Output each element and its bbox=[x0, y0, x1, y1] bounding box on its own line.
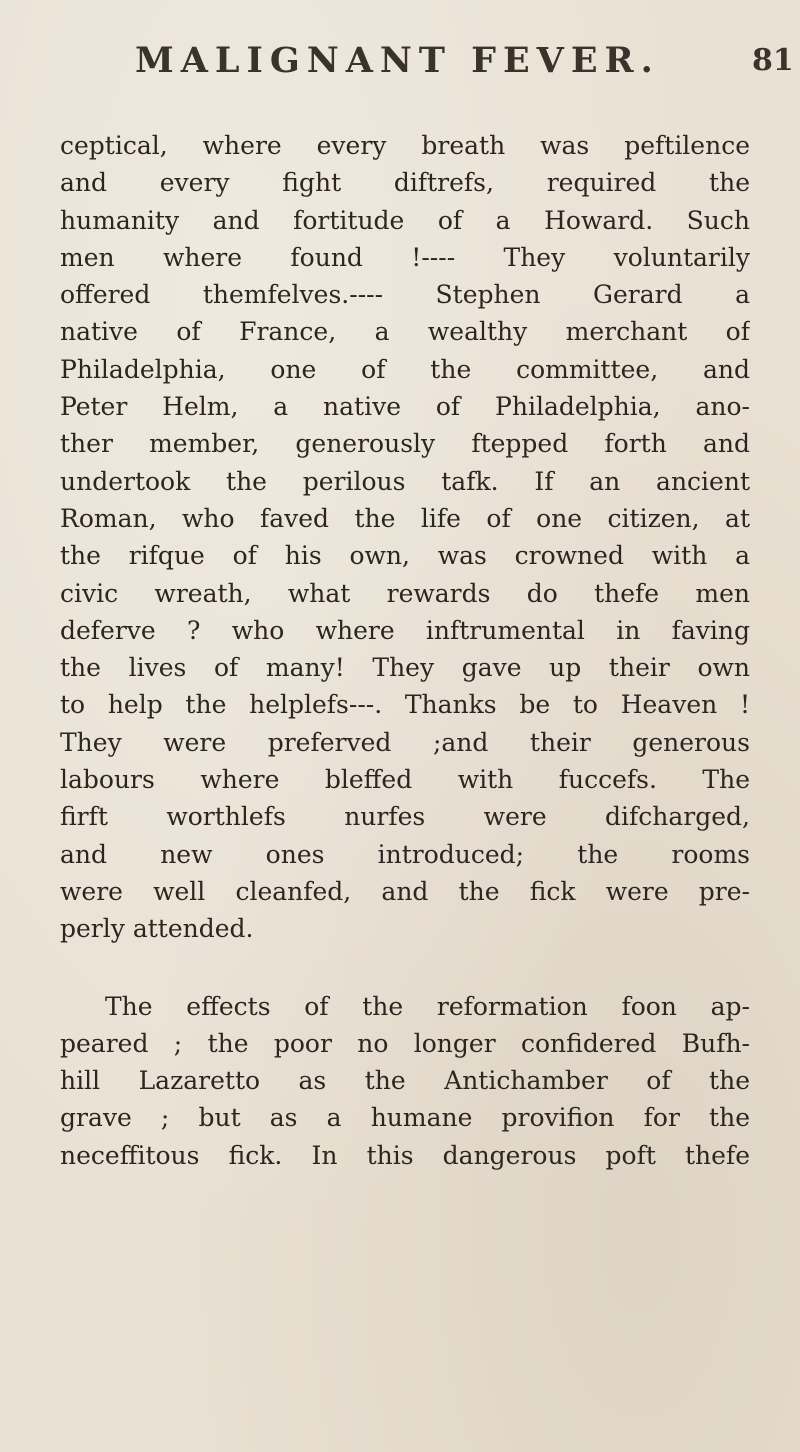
text-line: Peter Helm, a native of Philadelphia, ano- bbox=[60, 392, 750, 422]
text-line: perly attended. bbox=[60, 914, 254, 944]
text-line: civic wreath, what rewards do thefe men bbox=[60, 578, 750, 608]
text-line: hill Lazaretto as the Antichamber of the bbox=[60, 1066, 750, 1096]
text-line: to help the helplefs---. Thanks be to Heaven ! bbox=[60, 690, 750, 720]
text-line: deferve ? who where inftrumental in faving bbox=[60, 615, 750, 645]
text-line: native of France, a wealthy merchant of bbox=[60, 317, 750, 347]
body-text bbox=[60, 127, 750, 1174]
text-line: They were preferved ;and their generous bbox=[60, 727, 750, 757]
text-line: and new ones introduced; the rooms bbox=[60, 839, 750, 869]
text-line: ther member, generously ftepped forth and bbox=[60, 429, 750, 459]
text-line: humanity and fortitude of a Howard. Such bbox=[60, 205, 750, 235]
text-line: peared ; the poor no longer confidered Bufh- bbox=[60, 1028, 750, 1058]
text-line: were well cleanfed, and the fick were pre- bbox=[60, 876, 750, 906]
text-line: undertook the perilous tafk. If an ancient bbox=[60, 466, 750, 496]
text-line: Philadelphia, one of the committee, and bbox=[60, 354, 750, 384]
paragraph-gap bbox=[60, 948, 750, 988]
text-line: the rifque of his own, was crowned with a bbox=[60, 541, 750, 571]
text-line: Roman, who faved the life of one citizen, at bbox=[60, 503, 750, 533]
text-line: labours where bleffed with fuccefs. The bbox=[60, 765, 750, 795]
text-line: The effects of the reformation foon ap- bbox=[105, 991, 750, 1021]
text-line: and every fight diftrefs, required the bbox=[60, 168, 750, 198]
text-line: offered themfelves.---- Stephen Gerard a bbox=[60, 280, 750, 310]
text-line: firft worthlefs nurfes were difcharged, bbox=[60, 802, 750, 832]
page-number: 81 bbox=[752, 43, 794, 78]
text-line: men where found !---- They voluntarily bbox=[60, 242, 750, 272]
running-head bbox=[0, 40, 800, 90]
text-line: neceffitous fick. In this dangerous poft thefe bbox=[60, 1140, 750, 1170]
paragraph-1 bbox=[60, 127, 750, 948]
running-title: MALIGNANT FEVER. bbox=[135, 40, 660, 81]
text-line: the lives of many! They gave up their own bbox=[60, 653, 750, 683]
paragraph-2 bbox=[60, 988, 750, 1174]
text-line: ceptical, where every breath was peftilence bbox=[60, 131, 750, 160]
text-line: grave ; but as a humane provifion for the bbox=[60, 1103, 750, 1133]
